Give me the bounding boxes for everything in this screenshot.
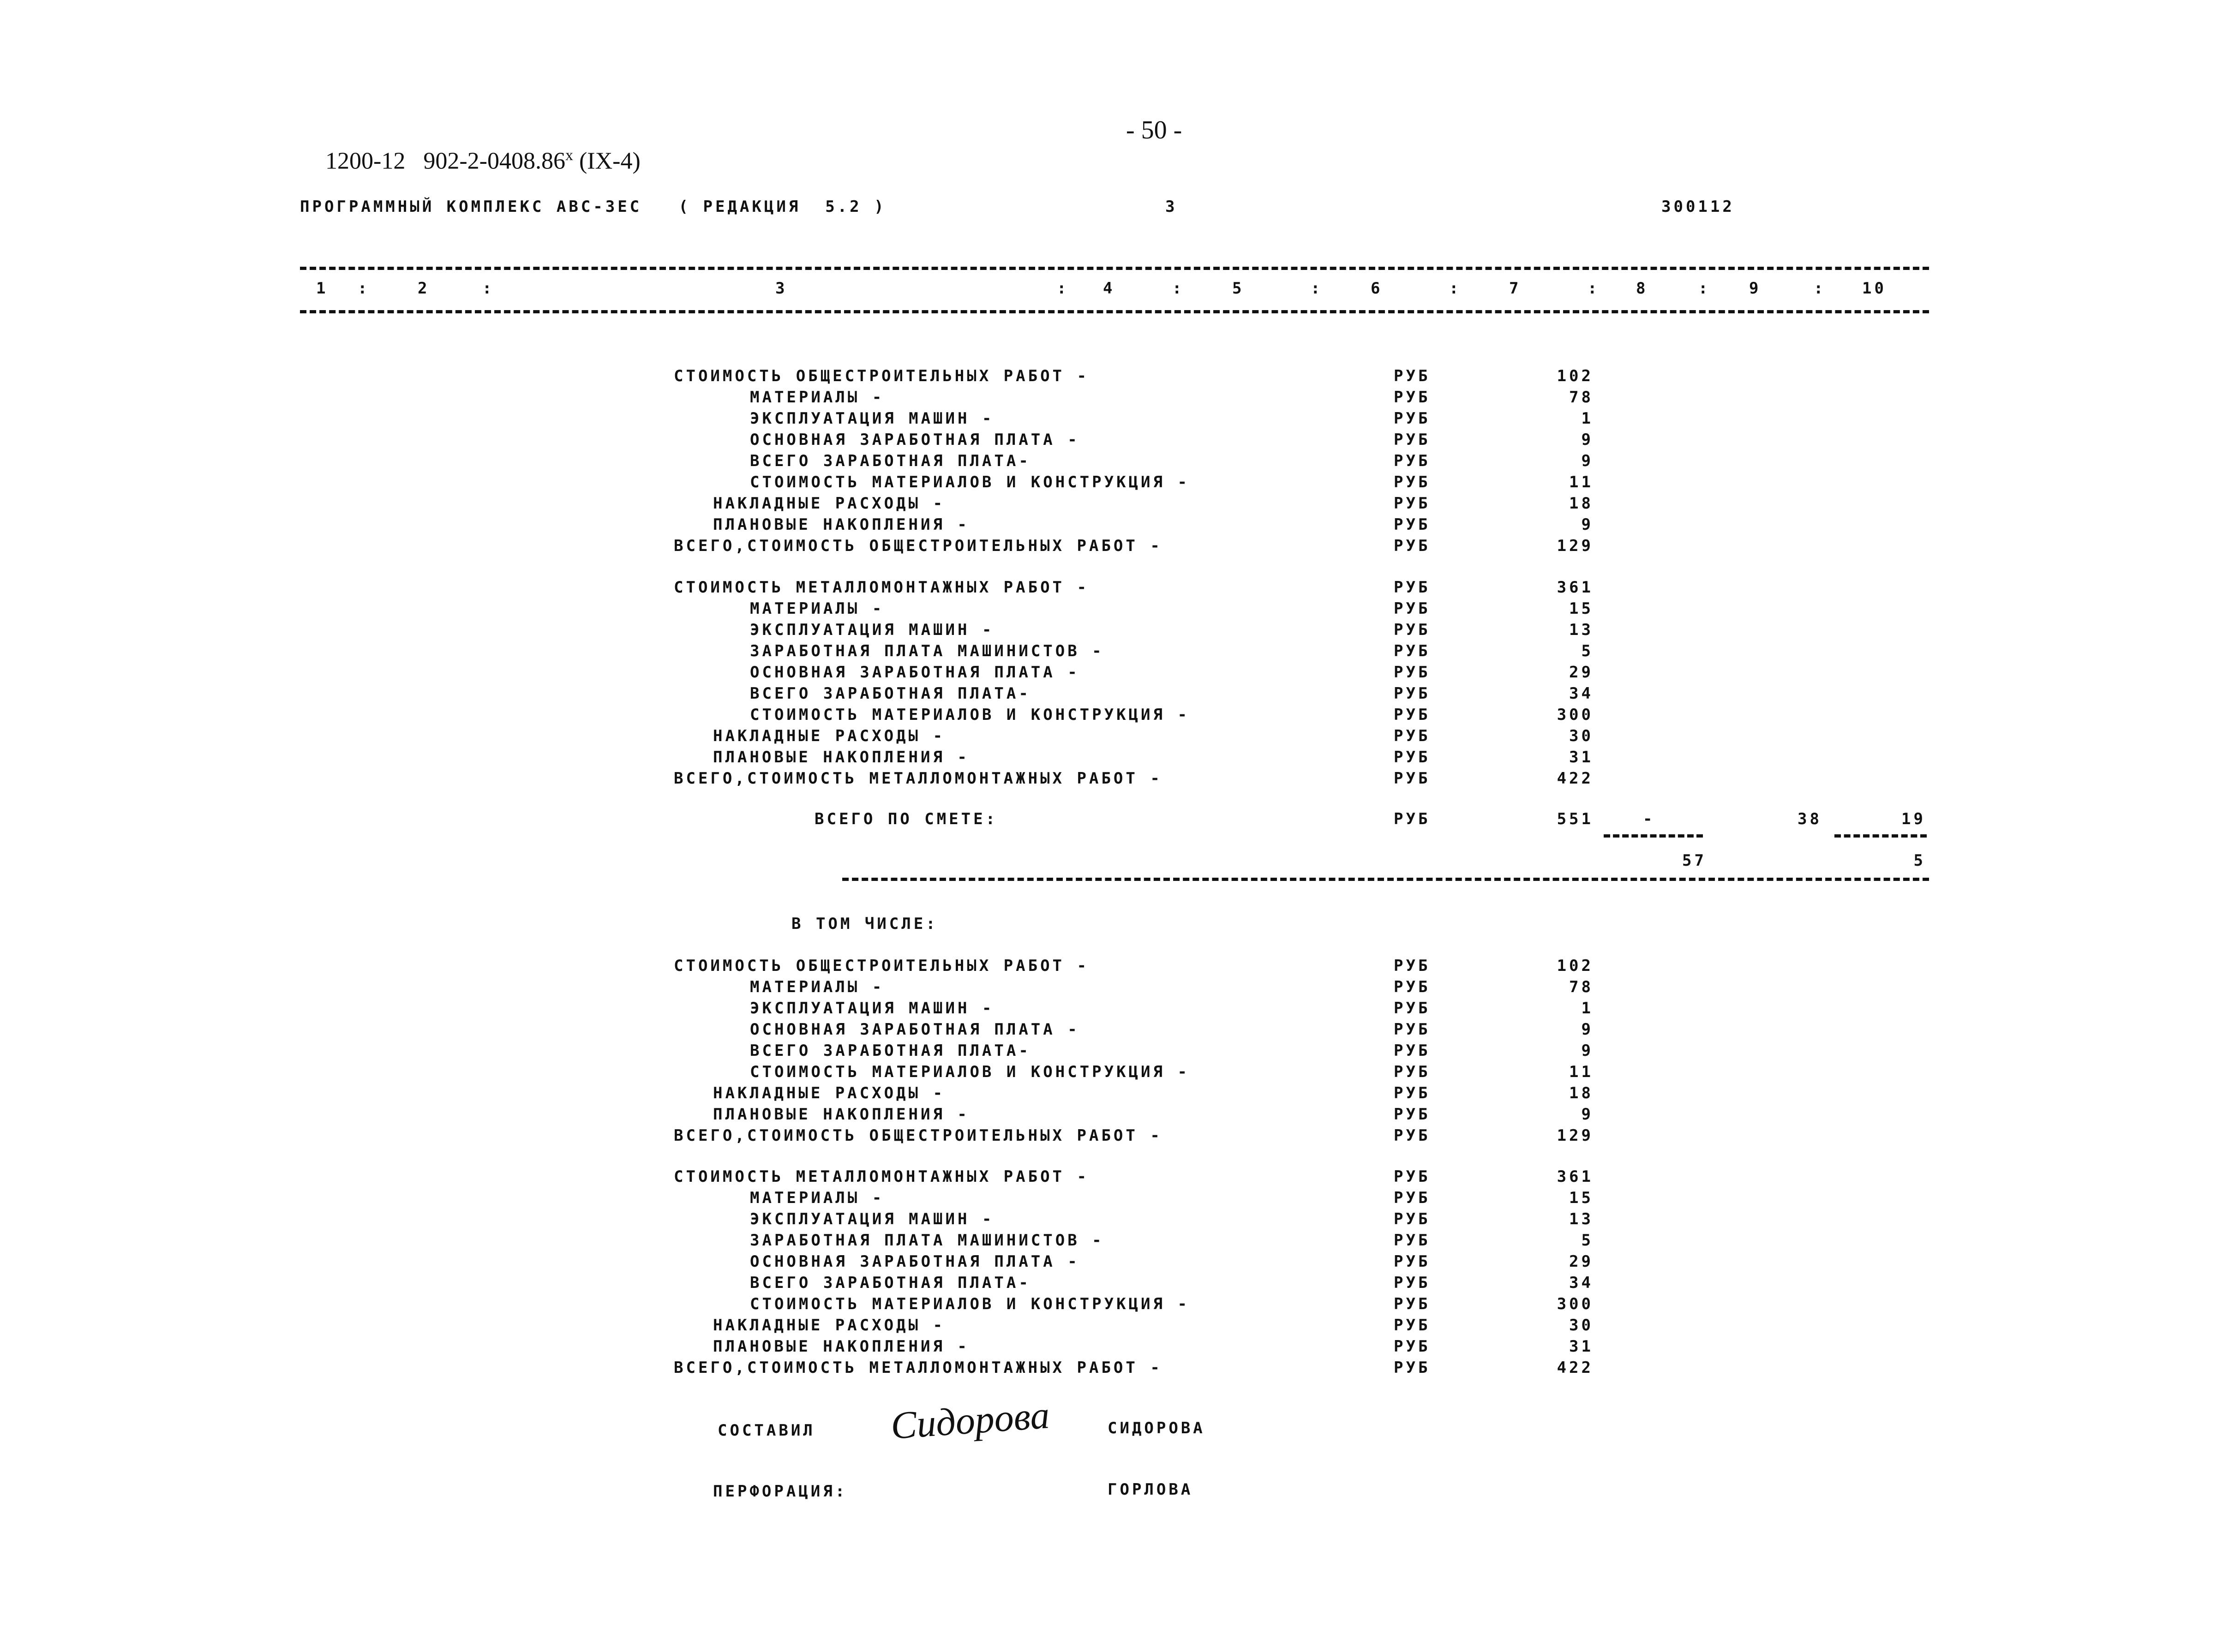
row-value: 129	[1557, 537, 1594, 555]
table-row	[0, 494, 2235, 515]
row-label: ВСЕГО ЗАРАБОТНАЯ ПЛАТА-	[750, 452, 1031, 470]
row-label: ВСЕГО,СТОИМОСТЬ МЕТАЛЛОМОНТАЖНЫХ РАБОТ -	[674, 769, 1162, 788]
table-row	[0, 1084, 2235, 1105]
row-value: 78	[1569, 388, 1594, 407]
col-sep: :	[1172, 279, 1185, 298]
col-num-2: 2	[418, 279, 430, 298]
row-unit: РУБ	[1394, 748, 1431, 766]
subtotal-rule-10	[1834, 834, 1927, 838]
row-unit: РУБ	[1394, 388, 1431, 407]
row-value: 9	[1581, 452, 1594, 470]
row-unit: РУБ	[1394, 957, 1431, 975]
row-label: МАТЕРИАЛЫ -	[750, 388, 885, 407]
table-row	[0, 452, 2235, 473]
total-value: 551	[1557, 810, 1594, 828]
row-value: 102	[1557, 367, 1594, 385]
row-unit: РУБ	[1394, 706, 1431, 724]
row-label: НАКЛАДНЫЕ РАСХОДЫ -	[713, 1084, 945, 1102]
row-unit: РУБ	[1394, 727, 1431, 745]
header-rule-bottom	[300, 310, 1929, 313]
compiled-by-label: СОСТАВИЛ	[718, 1421, 815, 1440]
row-label: ПЛАНОВЫЕ НАКОПЛЕНИЯ -	[713, 1337, 970, 1356]
sheet-number: 3	[1165, 198, 1178, 216]
row-unit: РУБ	[1394, 473, 1431, 491]
row-unit: РУБ	[1394, 1316, 1431, 1335]
table-row	[0, 409, 2235, 431]
row-label: СТОИМОСТЬ МАТЕРИАЛОВ И КОНСТРУКЦИЯ -	[750, 706, 1190, 724]
row-value: 102	[1557, 957, 1594, 975]
col-num-4: 4	[1103, 279, 1115, 298]
row-unit: РУБ	[1394, 1167, 1431, 1186]
row-value: 34	[1569, 1274, 1594, 1292]
row-value: 13	[1569, 621, 1594, 639]
table-row	[0, 1295, 2235, 1316]
row-value: 5	[1581, 1231, 1594, 1250]
col-sep: :	[358, 279, 370, 298]
col-sep: :	[482, 279, 495, 298]
subtotal-col8: 57	[1682, 851, 1707, 870]
table-row	[0, 1189, 2235, 1210]
row-label: СТОИМОСТЬ МАТЕРИАЛОВ И КОНСТРУКЦИЯ -	[750, 1295, 1190, 1313]
row-value: 9	[1581, 515, 1594, 534]
including-heading: В ТОМ ЧИСЛЕ:	[791, 915, 938, 933]
row-label: ЗАРАБОТНАЯ ПЛАТА МАШИНИСТОВ -	[750, 1231, 1104, 1250]
table-row	[0, 1063, 2235, 1084]
total-unit: РУБ	[1394, 810, 1431, 828]
row-unit: РУБ	[1394, 1041, 1431, 1060]
row-unit: РУБ	[1394, 367, 1431, 385]
table-row	[0, 769, 2235, 790]
table-row	[0, 663, 2235, 684]
row-label: ОСНОВНАЯ ЗАРАБОТНАЯ ПЛАТА -	[750, 1020, 1080, 1039]
table-row	[0, 1316, 2235, 1337]
row-label: ОСНОВНАЯ ЗАРАБОТНАЯ ПЛАТА -	[750, 431, 1080, 449]
table-row	[0, 388, 2235, 409]
total-col9: 38	[1798, 810, 1822, 828]
row-unit: РУБ	[1394, 1020, 1431, 1039]
table-row	[0, 1231, 2235, 1252]
row-unit: РУБ	[1394, 578, 1431, 597]
table-row	[0, 748, 2235, 769]
document-code-superscript: x	[565, 147, 573, 164]
row-label: ПЛАНОВЫЕ НАКОПЛЕНИЯ -	[713, 748, 970, 766]
row-value: 5	[1581, 642, 1594, 660]
table-row	[0, 1359, 2235, 1380]
row-value: 34	[1569, 684, 1594, 703]
row-unit: РУБ	[1394, 999, 1431, 1018]
table-row	[0, 367, 2235, 388]
header-rule-top	[300, 267, 1929, 270]
row-unit: РУБ	[1394, 1274, 1431, 1292]
table-row	[0, 957, 2235, 978]
row-unit: РУБ	[1394, 1063, 1431, 1081]
row-unit: РУБ	[1394, 599, 1431, 618]
row-value: 1	[1581, 409, 1594, 428]
row-unit: РУБ	[1394, 431, 1431, 449]
row-value: 78	[1569, 978, 1594, 996]
col-sep: :	[1588, 279, 1600, 298]
table-row	[0, 1041, 2235, 1063]
table-row	[0, 1105, 2235, 1126]
column-numbers	[0, 279, 2235, 300]
row-unit: РУБ	[1394, 1210, 1431, 1228]
col-sep: :	[1449, 279, 1462, 298]
total-label: ВСЕГО ПО СМЕТЕ:	[815, 810, 998, 828]
table-row	[0, 599, 2235, 621]
handwritten-signature: Сидорова	[889, 1394, 1051, 1448]
table-row	[0, 1210, 2235, 1231]
row-value: 31	[1569, 748, 1594, 766]
row-value: 15	[1569, 599, 1594, 618]
row-label: ВСЕГО,СТОИМОСТЬ ОБЩЕСТРОИТЕЛЬНЫХ РАБОТ -	[674, 537, 1162, 555]
row-label: ЗАРАБОТНАЯ ПЛАТА МАШИНИСТОВ -	[750, 642, 1104, 660]
punching-name: ГОРЛОВА	[1108, 1480, 1193, 1499]
total-col8: -	[1643, 810, 1655, 828]
row-value: 361	[1557, 578, 1594, 597]
row-label: СТОИМОСТЬ МАТЕРИАЛОВ И КОНСТРУКЦИЯ -	[750, 473, 1190, 491]
row-value: 300	[1557, 706, 1594, 724]
table-row	[0, 431, 2235, 452]
row-unit: РУБ	[1394, 663, 1431, 682]
table-row	[0, 999, 2235, 1020]
col-num-6: 6	[1371, 279, 1383, 298]
table-row	[0, 473, 2235, 494]
table-row	[0, 1020, 2235, 1041]
row-label: ПЛАНОВЫЕ НАКОПЛЕНИЯ -	[713, 1105, 970, 1124]
col-sep: :	[1311, 279, 1323, 298]
row-value: 9	[1581, 431, 1594, 449]
col-sep: :	[1814, 279, 1826, 298]
row-label: МАТЕРИАЛЫ -	[750, 1189, 885, 1207]
row-label: ОСНОВНАЯ ЗАРАБОТНАЯ ПЛАТА -	[750, 663, 1080, 682]
col-num-3: 3	[775, 279, 788, 298]
row-unit: РУБ	[1394, 494, 1431, 513]
row-label: ВСЕГО,СТОИМОСТЬ ОБЩЕСТРОИТЕЛЬНЫХ РАБОТ -	[674, 1126, 1162, 1145]
table-row	[0, 978, 2235, 999]
row-label: ОСНОВНАЯ ЗАРАБОТНАЯ ПЛАТА -	[750, 1252, 1080, 1271]
row-label: НАКЛАДНЫЕ РАСХОДЫ -	[713, 1316, 945, 1335]
row-value: 29	[1569, 1252, 1594, 1271]
row-value: 422	[1557, 1359, 1594, 1377]
total-row	[0, 810, 2235, 831]
row-value: 361	[1557, 1167, 1594, 1186]
row-unit: РУБ	[1394, 769, 1431, 788]
table-row	[0, 621, 2235, 642]
row-label: СТОИМОСТЬ МАТЕРИАЛОВ И КОНСТРУКЦИЯ -	[750, 1063, 1190, 1081]
row-value: 1	[1581, 999, 1594, 1018]
col-num-10: 10	[1862, 279, 1887, 298]
total-col10: 19	[1901, 810, 1926, 828]
code-number: 300112	[1661, 198, 1735, 216]
row-unit: РУБ	[1394, 1295, 1431, 1313]
row-value: 30	[1569, 1316, 1594, 1335]
row-unit: РУБ	[1394, 1359, 1431, 1377]
table-row	[0, 1252, 2235, 1274]
row-label: ПЛАНОВЫЕ НАКОПЛЕНИЯ -	[713, 515, 970, 534]
row-label: ЭКСПЛУАТАЦИЯ МАШИН -	[750, 621, 995, 639]
subtotal-rule-8	[1604, 834, 1703, 838]
row-value: 9	[1581, 1105, 1594, 1124]
row-value: 15	[1569, 1189, 1594, 1207]
table-row	[0, 1126, 2235, 1148]
row-value: 11	[1569, 473, 1594, 491]
col-num-7: 7	[1509, 279, 1522, 298]
row-value: 31	[1569, 1337, 1594, 1356]
total-rule	[842, 878, 1929, 881]
col-num-5: 5	[1232, 279, 1245, 298]
row-unit: РУБ	[1394, 1105, 1431, 1124]
row-unit: РУБ	[1394, 1231, 1431, 1250]
table-row	[0, 684, 2235, 706]
table-row	[0, 1274, 2235, 1295]
compiled-by-name: СИДОРОВА	[1108, 1419, 1205, 1437]
row-label: ВСЕГО ЗАРАБОТНАЯ ПЛАТА-	[750, 684, 1031, 703]
row-unit: РУБ	[1394, 1126, 1431, 1145]
row-label: ЭКСПЛУАТАЦИЯ МАШИН -	[750, 999, 995, 1018]
row-label: СТОИМОСТЬ ОБЩЕСТРОИТЕЛЬНЫХ РАБОТ -	[674, 957, 1089, 975]
row-unit: РУБ	[1394, 621, 1431, 639]
row-label: НАКЛАДНЫЕ РАСХОДЫ -	[713, 727, 945, 745]
row-label: СТОИМОСТЬ МЕТАЛЛОМОНТАЖНЫХ РАБОТ -	[674, 1167, 1089, 1186]
row-label: МАТЕРИАЛЫ -	[750, 978, 885, 996]
row-value: 9	[1581, 1020, 1594, 1039]
row-value: 29	[1569, 663, 1594, 682]
row-value: 11	[1569, 1063, 1594, 1081]
document-code-suffix: (IX-4)	[573, 148, 641, 174]
row-label: МАТЕРИАЛЫ -	[750, 599, 885, 618]
row-value: 18	[1569, 1084, 1594, 1102]
col-sep: :	[1057, 279, 1069, 298]
table-row	[0, 1167, 2235, 1189]
row-label: ВСЕГО,СТОИМОСТЬ МЕТАЛЛОМОНТАЖНЫХ РАБОТ -	[674, 1359, 1162, 1377]
document-code-main: 1200-12 902-2-0408.86	[325, 148, 565, 174]
table-row	[0, 578, 2235, 599]
row-unit: РУБ	[1394, 978, 1431, 996]
row-label: СТОИМОСТЬ ОБЩЕСТРОИТЕЛЬНЫХ РАБОТ -	[674, 367, 1089, 385]
page-number: - 50 -	[1126, 116, 1182, 144]
row-label: ЭКСПЛУАТАЦИЯ МАШИН -	[750, 1210, 995, 1228]
row-unit: РУБ	[1394, 537, 1431, 555]
row-value: 18	[1569, 494, 1594, 513]
table-row	[0, 706, 2235, 727]
subtotal-col10: 5	[1913, 851, 1926, 870]
table-row	[0, 642, 2235, 663]
table-row	[0, 727, 2235, 748]
row-unit: РУБ	[1394, 515, 1431, 534]
row-unit: РУБ	[1394, 409, 1431, 428]
row-label: СТОИМОСТЬ МЕТАЛЛОМОНТАЖНЫХ РАБОТ -	[674, 578, 1089, 597]
row-unit: РУБ	[1394, 1084, 1431, 1102]
row-value: 422	[1557, 769, 1594, 788]
row-value: 30	[1569, 727, 1594, 745]
row-unit: РУБ	[1394, 1337, 1431, 1356]
table-row	[0, 1337, 2235, 1359]
row-unit: РУБ	[1394, 452, 1431, 470]
row-value: 129	[1557, 1126, 1594, 1145]
row-unit: РУБ	[1394, 684, 1431, 703]
table-row	[0, 537, 2235, 558]
col-num-1: 1	[316, 279, 329, 298]
row-value: 9	[1581, 1041, 1594, 1060]
row-value: 13	[1569, 1210, 1594, 1228]
row-unit: РУБ	[1394, 1189, 1431, 1207]
col-num-9: 9	[1749, 279, 1762, 298]
row-label: НАКЛАДНЫЕ РАСХОДЫ -	[713, 494, 945, 513]
row-label: ВСЕГО ЗАРАБОТНАЯ ПЛАТА-	[750, 1041, 1031, 1060]
document-code	[325, 147, 641, 174]
col-num-8: 8	[1636, 279, 1648, 298]
punching-label: ПЕРФОРАЦИЯ:	[713, 1482, 848, 1501]
row-label: ЭКСПЛУАТАЦИЯ МАШИН -	[750, 409, 995, 428]
row-unit: РУБ	[1394, 642, 1431, 660]
table-row	[0, 515, 2235, 537]
program-line: ПРОГРАММНЫЙ КОМПЛЕКС АВС-3ЕС ( РЕДАКЦИЯ 5.2 )	[300, 198, 887, 216]
row-label: ВСЕГО ЗАРАБОТНАЯ ПЛАТА-	[750, 1274, 1031, 1292]
row-value: 300	[1557, 1295, 1594, 1313]
subtotal-row	[0, 851, 2235, 873]
col-sep: :	[1698, 279, 1711, 298]
row-unit: РУБ	[1394, 1252, 1431, 1271]
